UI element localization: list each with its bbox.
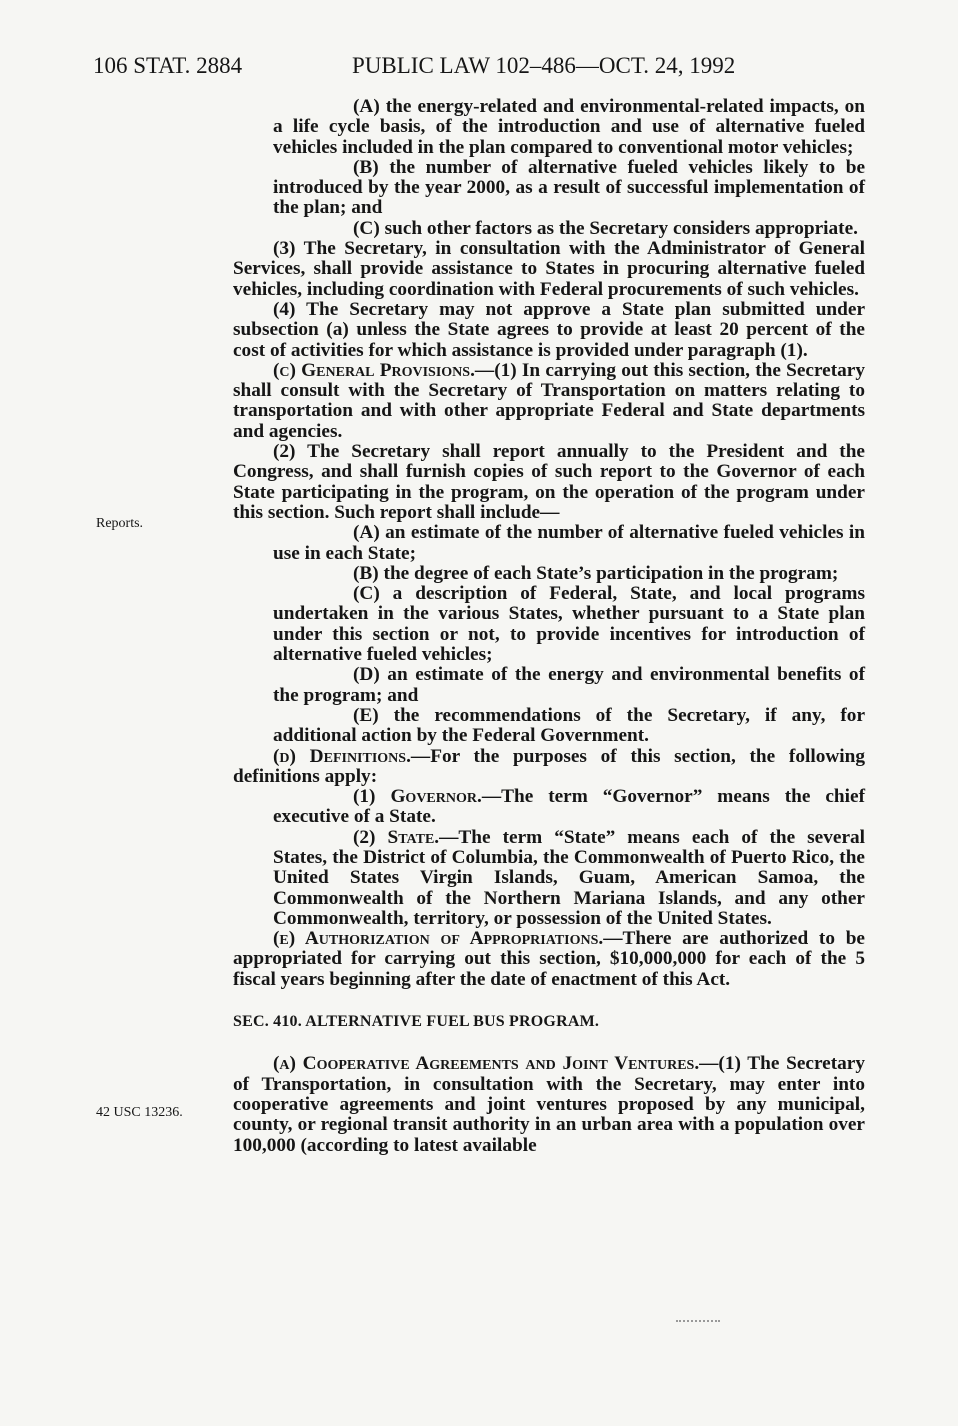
subsection-heading: (c) General Provisions. <box>273 359 475 381</box>
paragraph: (E) the recommendations of the Secretary, if any, for additional action by the Federal Government. <box>273 704 865 747</box>
paragraph: (A) an estimate of the number of alternative fueled vehicles in use in each State; <box>273 522 865 564</box>
paragraph: (d) Definitions.—For the purposes of this section, the following definitions apply: <box>233 745 865 787</box>
paragraph: (A) the energy-related and environmental-related impacts, on a life cycle basis, of the introduction and use of alternative fueled vehicles included in the plan compared to conventional motor vehicles; <box>273 96 865 158</box>
paragraph: (B) the number of alternative fueled vehicles likely to be introduced by the year 2000, as a result of successful implementation of the plan; and <box>273 156 865 219</box>
margin-note-usc: 42 USC 13236. <box>96 1105 183 1120</box>
paragraph: (4) The Secretary may not approve a State plan submitted under subsection (a) unless the State agrees to provide at least 20 percent of the cost of activities for which assistance is provided under paragraph (1). <box>233 298 865 361</box>
subsection-heading: (a) Cooperative Agreements and Joint Ventures. <box>273 1053 700 1075</box>
page-citation: 106 STAT. 2884 <box>93 53 243 78</box>
paragraph: (1) Governor.—The term “Governor” means the chief executive of a State. <box>273 786 865 828</box>
paragraph: (c) General Provisions.—(1) In carrying out this section, the Secretary shall consult with the Secretary of Transportation on matters relating to transportation and with other appropriate Federal and State departments and agencies. <box>233 359 865 442</box>
definition-heading: State. <box>387 826 440 848</box>
subsection-heading: (d) Definitions. <box>273 745 411 767</box>
paragraph: (2) The Secretary shall report annually to the President and the Congress, and shall furnish copies of such report to the Governor of each State participating in the program, on the operation of the program under this section. Such report shall include— <box>233 441 865 523</box>
margin-note-reports: Reports. <box>96 516 144 531</box>
paragraph: (D) an estimate of the energy and environmental benefits of the program; and <box>273 664 865 706</box>
paragraph: (2) State.—The term “State” means each of the several States, the District of Columbia, the Commonwealth of Puerto Rico, the United States Virgin Islands, Guam, American Samoa, the Commonwealth of the Northern Mariana Islands, and any other Commonwealth, territory, or possession of the United States. <box>273 826 865 929</box>
paragraph: (3) The Secretary, in consultation with the Administrator of General Services, shall provide assistance to States in procuring alternative fueled vehicles, including coordination with Federal procurements of such vehicles. <box>233 238 865 300</box>
paragraph: (a) Cooperative Agreements and Joint Ventures.—(1) The Secretary of Transportation, in consultation with the Secretary, may enter into cooperative agreements and joint ventures proposed by any municipal, county, or regional transit authority in an urban area with a population over 100,000 (according to latest available <box>233 1053 865 1156</box>
paragraph: (C) such other factors as the Secretary considers appropriate. <box>353 217 858 239</box>
section-heading: SEC. 410. ALTERNATIVE FUEL BUS PROGRAM. <box>233 1013 600 1031</box>
scan-smudge <box>676 1316 720 1322</box>
body-text <box>233 97 865 1156</box>
definition-heading: Governor. <box>390 786 482 808</box>
paragraph: (C) a description of Federal, State, and local programs undertaken in the various States, whether pursuant to a State plan under this section or not, to provide incentives for introduction of alternative fueled vehicles; <box>273 583 865 666</box>
subsection-heading: (e) Authorization of Appropriations. <box>273 928 604 950</box>
paragraph: (e) Authorization of Appropriations.—There are authorized to be appropriated for carrying out this section, $10,000,000 for each of the 5 fiscal years beginning after the date of enactment of this Act. <box>233 928 865 990</box>
law-title: PUBLIC LAW 102–486—OCT. 24, 1992 <box>352 53 736 78</box>
paragraph: (B) the degree of each State’s participation in the program; <box>353 562 839 584</box>
